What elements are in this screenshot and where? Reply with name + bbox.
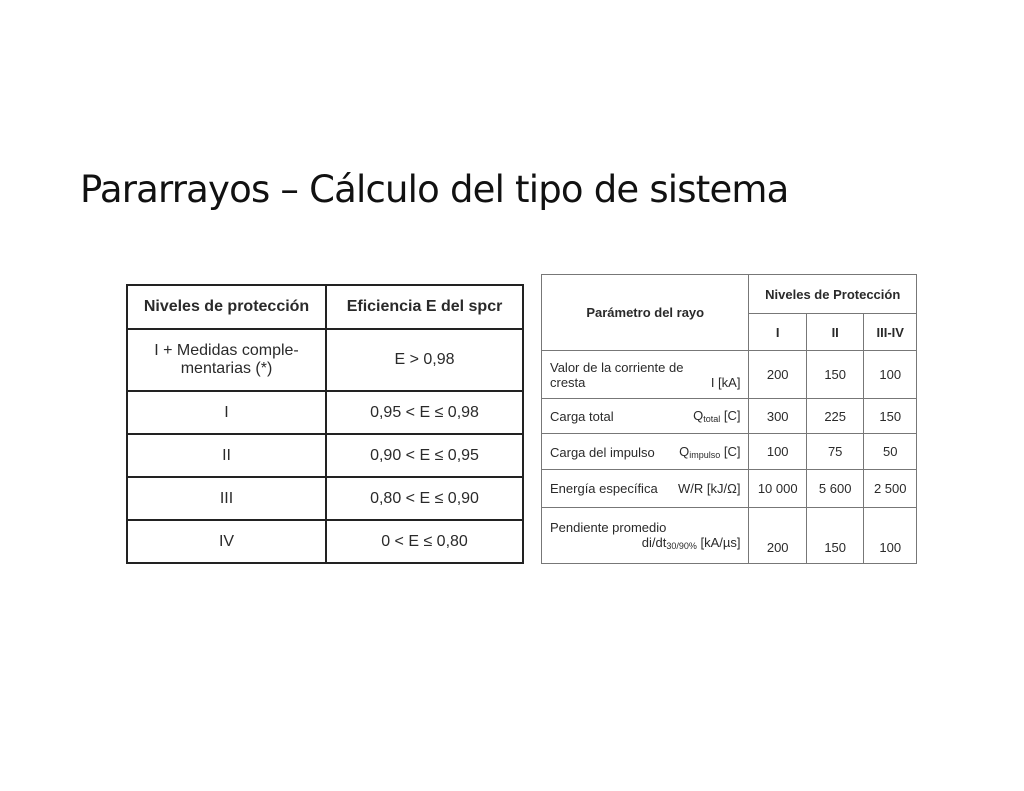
parameter-cell <box>542 508 749 564</box>
symbol-subscript: impulso <box>689 449 721 460</box>
lightning-parameters-table <box>541 274 917 564</box>
symbol-subscript: total <box>703 414 721 424</box>
parameter-symbol <box>693 408 740 424</box>
level-cell: I <box>127 391 326 434</box>
table-row <box>127 520 523 563</box>
protection-efficiency-table <box>126 284 524 564</box>
table-row <box>542 470 917 508</box>
efficiency-cell: 0,95 < E ≤ 0,98 <box>326 391 523 434</box>
value-cell: 100 <box>864 508 917 564</box>
level-cell: III <box>127 477 326 520</box>
level-cell <box>127 329 326 391</box>
value-cell: 200 <box>749 351 806 399</box>
parameter-line2 <box>550 375 740 390</box>
header-level-i: I <box>749 314 806 351</box>
value-cell: 150 <box>806 351 863 399</box>
value-cell: 225 <box>806 399 863 434</box>
parameter-cell <box>542 351 749 399</box>
efficiency-cell: 0,80 < E ≤ 0,90 <box>326 477 523 520</box>
value-cell: 5 600 <box>806 470 863 508</box>
header-protection-levels: Niveles de protección <box>127 285 326 329</box>
efficiency-cell: E > 0,98 <box>326 329 523 391</box>
parameter-cell <box>542 399 749 434</box>
parameter-symbol-line <box>550 535 740 551</box>
table-row <box>127 329 523 391</box>
parameter-name: Carga total <box>550 409 614 424</box>
value-cell: 100 <box>749 434 806 470</box>
table-header-row <box>127 285 523 329</box>
efficiency-cell: 0,90 < E ≤ 0,95 <box>326 434 523 477</box>
table-row <box>127 391 523 434</box>
table-row <box>127 477 523 520</box>
table-header-row <box>542 275 917 314</box>
level-line1: I + Medidas comple- <box>154 342 299 359</box>
parameter-symbol: W/R [kJ/Ω] <box>678 481 741 496</box>
parameter-name-line1: Pendiente promedio <box>550 520 667 535</box>
symbol-main: Q <box>679 443 690 459</box>
parameter-line <box>550 481 740 496</box>
table-row <box>542 508 917 564</box>
symbol-main: di/dt <box>641 535 667 550</box>
header-level-iii-iv: III-IV <box>864 314 917 351</box>
parameter-symbol <box>679 444 740 460</box>
header-parameter: Parámetro del rayo <box>542 275 749 351</box>
parameter-name-line2: cresta <box>550 374 586 390</box>
parameter-cell <box>542 434 749 470</box>
level-cell: IV <box>127 520 326 563</box>
symbol-unit: [C] <box>720 408 741 423</box>
value-cell: 300 <box>749 399 806 434</box>
parameter-name-line1: Valor de la corriente de <box>550 359 684 375</box>
header-efficiency: Eficiencia E del spcr <box>326 285 523 329</box>
efficiency-cell: 0 < E ≤ 0,80 <box>326 520 523 563</box>
symbol-subscript: 30/90% <box>666 541 697 551</box>
symbol-main: Q <box>693 408 704 423</box>
table-row <box>542 399 917 434</box>
value-cell: 150 <box>806 508 863 564</box>
value-cell: 150 <box>864 399 917 434</box>
slide-title: Pararrayos – Cálculo del tipo de sistema <box>80 168 789 211</box>
parameter-name: Energía específica <box>550 481 658 496</box>
table-row <box>542 434 917 470</box>
parameter-symbol: I [kA] <box>710 374 741 390</box>
value-cell: 200 <box>749 508 806 564</box>
header-level-ii: II <box>806 314 863 351</box>
parameter-cell <box>542 470 749 508</box>
symbol-unit: [kA/µs] <box>696 535 741 550</box>
value-cell: 100 <box>864 351 917 399</box>
symbol-unit: [C] <box>720 443 741 459</box>
value-cell: 10 000 <box>749 470 806 508</box>
parameter-line <box>550 444 740 460</box>
parameter-name: Carga del impulso <box>550 444 655 460</box>
level-line2: mentarias (*) <box>180 360 273 377</box>
table-row <box>542 351 917 399</box>
table-row <box>127 434 523 477</box>
value-cell: 2 500 <box>864 470 917 508</box>
value-cell: 75 <box>806 434 863 470</box>
header-protection-levels: Niveles de Protección <box>749 275 917 314</box>
value-cell: 50 <box>864 434 917 470</box>
parameter-line <box>550 408 740 424</box>
level-cell: II <box>127 434 326 477</box>
